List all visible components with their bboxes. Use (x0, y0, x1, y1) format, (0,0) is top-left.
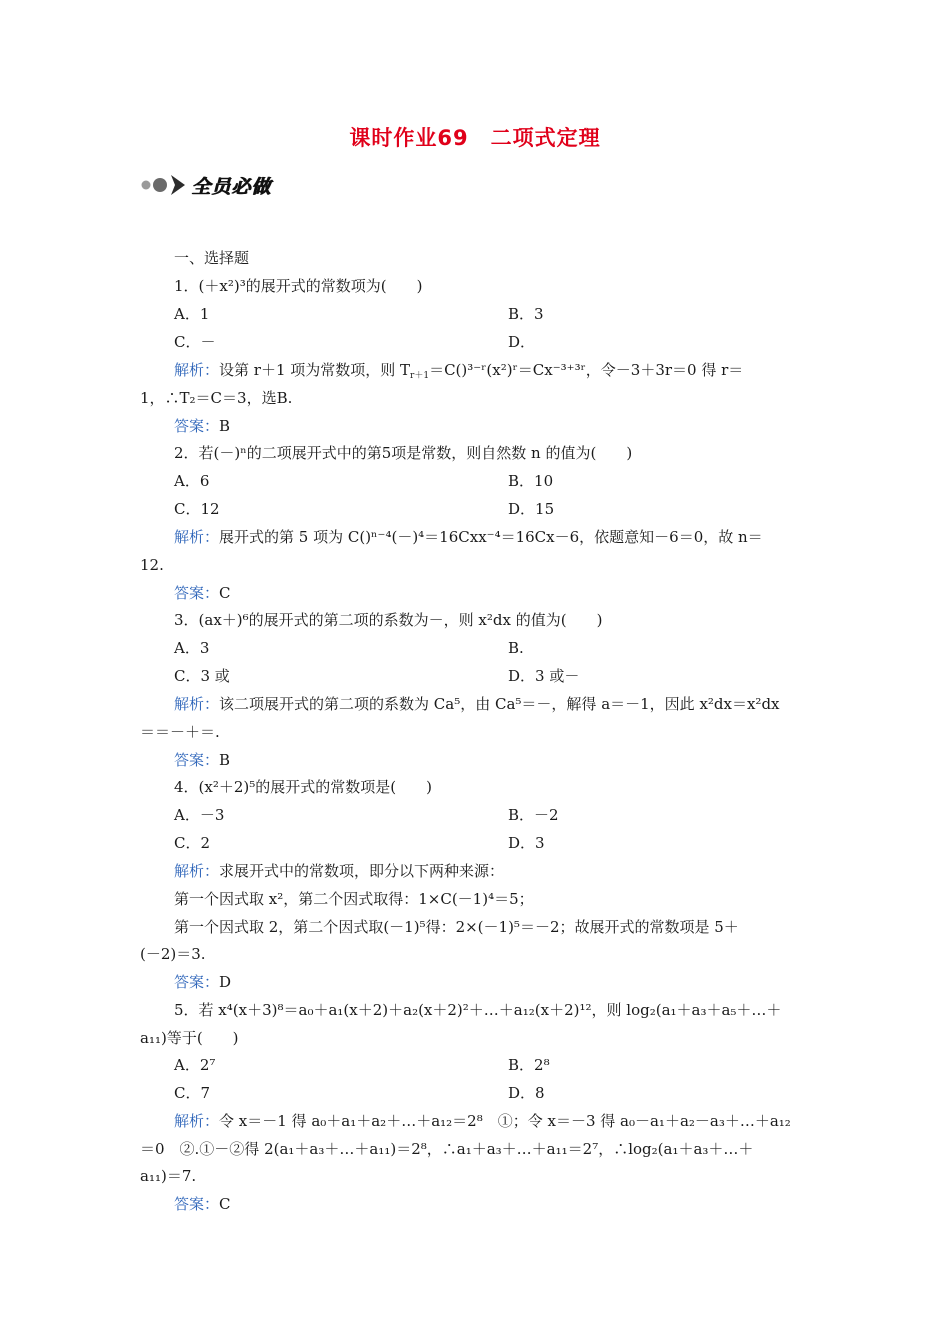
q2-option-a: A．6 (174, 472, 210, 490)
q4-answer (174, 972, 231, 992)
q2-option-d: D．15 (508, 500, 555, 518)
question-3-stem: 3．(ax＋)⁶的展开式的第二项的系数为－，则 x²dx 的值为( ) (174, 611, 603, 629)
q1-analysis-line-1 (174, 360, 743, 380)
q5-option-b: B．2⁸ (508, 1056, 550, 1074)
q2-analysis-line-2: 12. (140, 556, 164, 574)
answer-label: 答案： (174, 584, 220, 602)
analysis-label: 解析： (174, 1112, 220, 1130)
q4-analysis-text: 求展开式中的常数项，即分以下两种来源： (219, 862, 505, 880)
q1-analysis-sub: r＋1 (410, 371, 430, 381)
question-5-stem-line-1: 5．若 x⁴(x＋3)⁸＝a₀＋a₁(x＋2)＋a₂(x＋2)²＋…＋a₁₂(x＋2)¹²，则 log₂(a₁＋a₃＋a₅＋…＋ (174, 1001, 782, 1019)
q5-analysis-line-1 (174, 1111, 791, 1131)
question-5-stem-line-2: a₁₁)等于( ) (140, 1029, 239, 1047)
analysis-label: 解析： (174, 528, 220, 546)
q2-option-c: C．12 (174, 500, 220, 518)
question-4-stem: 4．(x²＋2)⁵的展开式的常数项是( ) (174, 778, 432, 796)
q4-analysis-line-4: (－2)＝3. (140, 945, 206, 963)
q4-analysis-line-1 (174, 861, 504, 881)
q2-answer-value: C (219, 584, 231, 602)
answer-label: 答案： (174, 417, 220, 435)
section-heading: 一、选择题 (174, 249, 250, 267)
q2-option-b: B．10 (508, 472, 554, 490)
question-1-stem: 1．(＋x²)³的展开式的常数项为( ) (174, 277, 423, 295)
q2-analysis-text: 展开式的第 5 项为 C()ⁿ⁻⁴(－)⁴＝16Cxx⁻⁴＝16Cx－6，依题意知－6＝0，故 n＝ (219, 528, 763, 546)
answer-label: 答案： (174, 973, 220, 991)
q3-answer (174, 750, 230, 770)
q3-answer-value: B (219, 751, 231, 769)
q2-answer (174, 583, 231, 603)
q4-answer-value: D (219, 973, 232, 991)
page-title: 课时作业69 二项式定理 (349, 126, 601, 150)
q5-option-c: C．7 (174, 1084, 211, 1102)
q4-option-d: D．3 (508, 834, 545, 852)
q1-analysis-text-2: ＝C()³⁻ʳ(x²)ʳ＝Cx⁻³⁺³ʳ，令－3＋3r＝0 得 r＝ (429, 361, 744, 379)
q3-analysis-line-2: ＝＝－＋＝. (140, 723, 220, 741)
q5-analysis-line-3: a₁₁)＝7. (140, 1167, 197, 1185)
q1-option-a: A．1 (174, 305, 210, 323)
q4-analysis-line-3: 第一个因式取 2，第二个因式取(－1)⁵得：2×(－1)⁵＝－2；故展开式的常数项是 5＋ (174, 918, 739, 936)
q1-option-c: C．－ (174, 333, 216, 351)
analysis-label: 解析： (174, 361, 220, 379)
q3-analysis-line-1 (174, 694, 780, 714)
question-2-stem: 2．若(－)ⁿ的二项展开式中的第5项是常数，则自然数 n 的值为( ) (174, 444, 633, 462)
q1-analysis-text: 设第 r＋1 项为常数项，则 T (219, 361, 411, 379)
q2-analysis-line-1 (174, 527, 763, 547)
answer-label: 答案： (174, 1195, 220, 1213)
q5-answer (174, 1194, 231, 1214)
q4-option-c: C．2 (174, 834, 211, 852)
analysis-label: 解析： (174, 862, 220, 880)
q5-analysis-line-2: ＝0 ②.①－②得 2(a₁＋a₃＋…＋a₁₁)＝2⁸，∴a₁＋a₃＋…＋a₁₁＝2⁷，∴log₂(a₁＋a₃＋…＋ (140, 1140, 754, 1158)
q1-option-d: D． (508, 333, 536, 351)
q5-answer-value: C (219, 1195, 231, 1213)
q1-answer (174, 416, 230, 436)
q3-option-d: D．3 或－ (508, 667, 580, 685)
q5-option-d: D．8 (508, 1084, 545, 1102)
analysis-label: 解析： (174, 695, 220, 713)
q3-option-c: C．3 或 (174, 667, 230, 685)
q1-option-b: B．3 (508, 305, 544, 323)
q3-analysis-text: 该二项展开式的第二项的系数为 Ca⁵，由 Ca⁵＝－，解得 a＝－1，因此 x²dx＝x²dx (219, 695, 780, 713)
q5-analysis-text: 令 x＝－1 得 a₀＋a₁＋a₂＋…＋a₁₂＝2⁸ ①；令 x＝－3 得 a₀－a₁＋a₂－a₃＋…＋a₁₂ (219, 1112, 791, 1130)
answer-label: 答案： (174, 751, 220, 769)
q1-analysis-line-2: 1，∴T₂＝C＝3，选B. (140, 389, 293, 407)
q4-analysis-line-2: 第一个因式取 x²，第二个因式取得：1×C(－1)⁴＝5； (174, 890, 534, 908)
q3-option-b: B. (508, 639, 524, 657)
q4-option-b: B．－2 (508, 806, 559, 824)
section-label: 全员必做 (191, 175, 272, 198)
q1-answer-value: B (219, 417, 231, 435)
q3-option-a: A．3 (174, 639, 210, 657)
banner-decoration-icon (140, 173, 188, 197)
q4-option-a: A．－3 (174, 806, 225, 824)
section-banner (140, 172, 271, 198)
q5-option-a: A．2⁷ (174, 1056, 216, 1074)
